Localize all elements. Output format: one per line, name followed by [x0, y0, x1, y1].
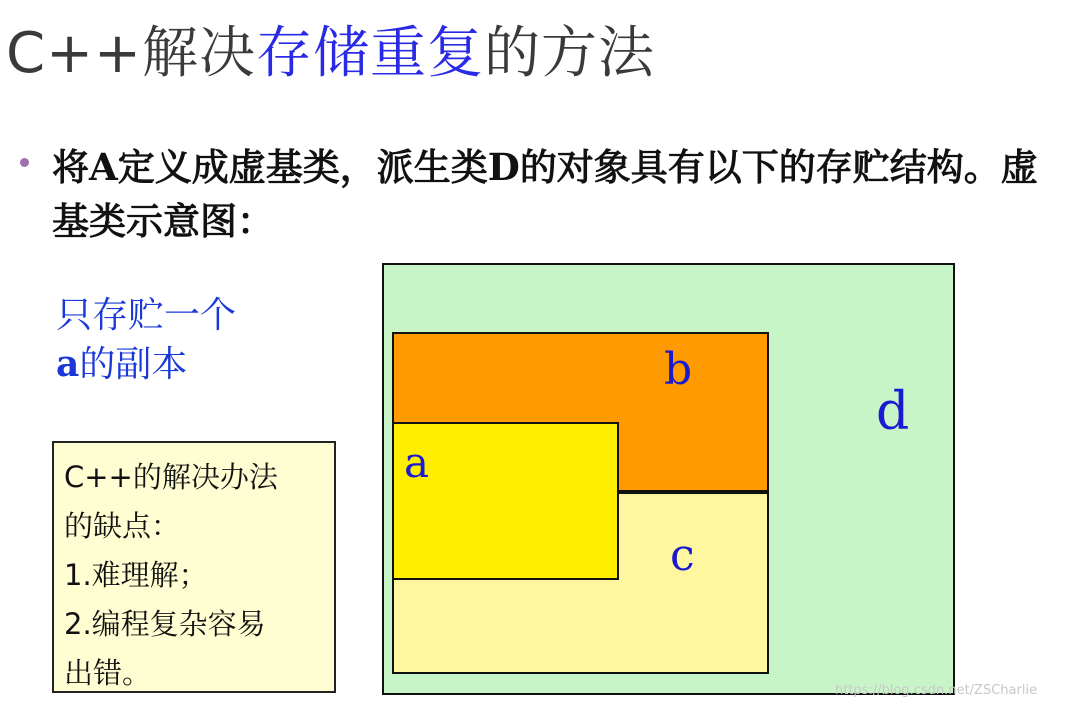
bullet-class-d: D [487, 145, 520, 189]
label-a: a [404, 438, 430, 487]
bullet-text [52, 140, 1062, 248]
watermark: https://blog.csdn.net/ZSCharlie [835, 683, 1038, 698]
note-line2 [56, 340, 306, 389]
note-var-a: a [56, 343, 80, 385]
drawback-line2: 的缺点： [64, 509, 181, 543]
title-part2: 的方法 [483, 21, 655, 86]
bullet-mid: 定义成虚基类，派生类 [117, 145, 488, 189]
title-part1: C++解决 [6, 21, 256, 86]
slide-title [6, 18, 655, 90]
label-d: d [876, 382, 910, 442]
bullet-dot-icon [20, 158, 29, 167]
drawbacks-box [52, 441, 336, 693]
note-line1: 只存贮一个 [56, 295, 237, 336]
label-c: c [670, 530, 695, 581]
label-b: b [664, 344, 693, 395]
drawback-line4: 2.编程复杂容易 [64, 607, 266, 641]
drawback-line5: 出错。 [64, 656, 152, 690]
bullet-rest: 的对象具有以下的存贮结构。虚基类示意图： [52, 145, 1038, 243]
single-copy-note [56, 292, 306, 389]
drawback-line1: C++的解决办法 [64, 460, 278, 494]
note-line2-rest: 的副本 [79, 344, 188, 385]
bullet-class-a: A [89, 145, 118, 189]
drawback-line3: 1.难理解； [64, 558, 208, 592]
title-highlight: 存储重复 [255, 21, 484, 86]
bullet-prefix: 将 [52, 145, 89, 189]
